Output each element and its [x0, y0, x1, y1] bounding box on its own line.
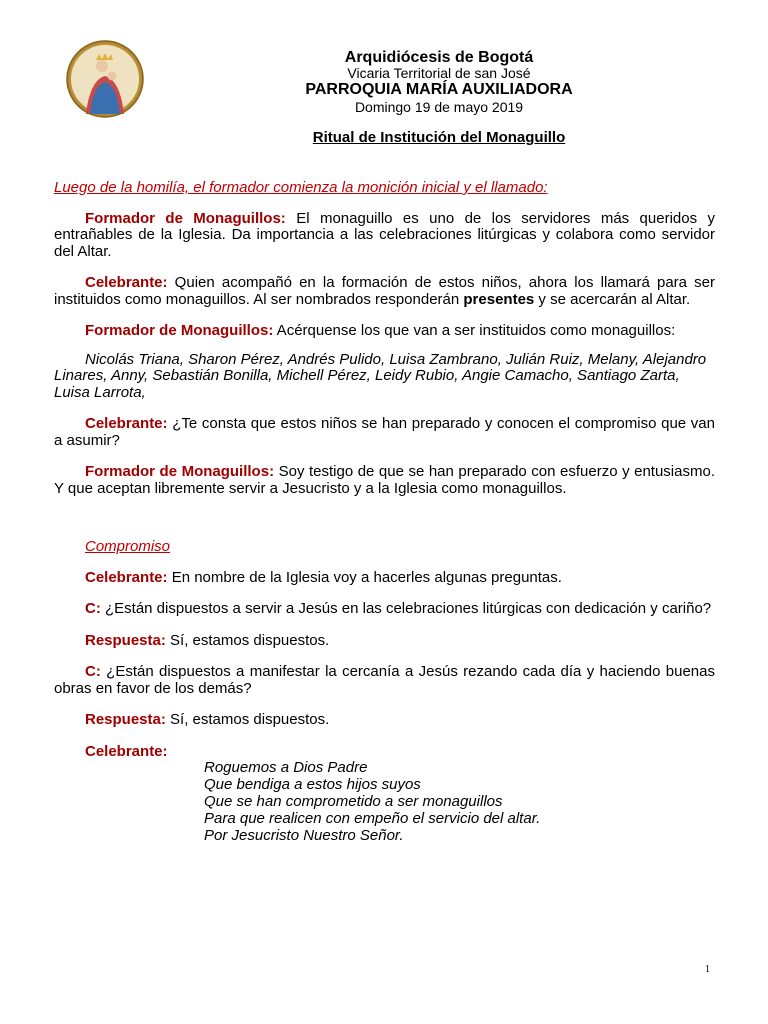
prayer-line: Que se han comprometido a ser monaguillos: [204, 793, 503, 810]
intro-instruction: Luego de la homilía, el formador comienza la monición inicial y el llamado:: [54, 179, 548, 196]
section-title-compromiso: Compromiso: [85, 538, 171, 555]
speaker-label: Celebrante:: [85, 415, 168, 432]
parish-name: PARROQUIA MARÍA AUXILIADORA: [305, 81, 573, 98]
paragraph: [54, 712, 715, 729]
speaker-label: Respuesta:: [85, 631, 166, 649]
document-header: [0, 49, 768, 146]
paragraph: [54, 275, 715, 308]
prayer-line: Por Jesucristo Nuestro Señor.: [204, 827, 404, 844]
paragraph-text: Sí, estamos dispuestos.: [165, 631, 330, 649]
paragraph-text: ¿Te consta que estos niños se han preparado y conocen el compromiso que van a asumir?: [54, 415, 715, 449]
speaker-label: C:: [85, 600, 101, 617]
page-number: 1: [705, 964, 710, 975]
document-body: [54, 180, 715, 844]
speaker-label: Celebrante:: [85, 568, 168, 586]
speaker-label: Formador de Monaguillos:: [85, 209, 286, 227]
paragraph: [54, 323, 715, 340]
prayer-line: Para que realicen con empeño el servicio del altar.: [204, 810, 541, 827]
speaker-label: Formador de Monaguillos:: [85, 463, 275, 480]
paragraph: [54, 416, 715, 449]
paragraph: [54, 211, 715, 261]
paragraph: [54, 464, 715, 497]
paragraph-text: Quien acompañó en la formación de estos niños, ahora los llamará para ser instituidos como monaguillos. Al ser nombrados responderán: [54, 274, 715, 308]
paragraph-text: Acérquense los que van a ser instituidos como monaguillos:: [273, 322, 676, 339]
document-date: Domingo 19 de mayo 2019: [354, 99, 524, 115]
bold-word: presentes: [463, 290, 535, 308]
paragraph: [54, 664, 715, 697]
prayer-block: [204, 759, 715, 844]
vicariate-name: Vicaria Territorial de san José: [347, 65, 531, 81]
prayer-line: Que bendiga a estos hijos suyos: [204, 776, 421, 793]
speaker-label: C:: [85, 663, 101, 680]
paragraph-text: Sí, estamos dispuestos.: [165, 711, 330, 728]
prayer-line: Roguemos a Dios Padre: [204, 759, 368, 776]
speaker-label: Celebrante:: [85, 742, 168, 760]
speaker-label: Respuesta:: [85, 711, 166, 728]
paragraph-text: y se acercarán al Altar.: [534, 290, 691, 308]
paragraph: [54, 744, 715, 761]
speaker-label: Celebrante:: [85, 274, 168, 291]
paragraph: [54, 601, 715, 618]
paragraph-text: ¿Están dispuestos a servir a Jesús en las celebraciones litúrgicas con dedicación y cariño?: [100, 600, 712, 617]
paragraph-text: En nombre de la Iglesia voy a hacerles algunas preguntas.: [167, 568, 562, 586]
document-title: Ritual de Institución del Monaguillo: [312, 129, 566, 146]
paragraph: [54, 633, 715, 650]
paragraph-text: ¿Están dispuestos a manifestar la cercanía a Jesús rezando cada día y haciendo buenas obras en favor de los demás?: [54, 663, 715, 697]
paragraph-text: El monaguillo es uno de los servidores más queridos y entrañables de la Iglesia. Da importancia a las celebraciones litúrgicas y colabora como servidor del Altar.: [54, 209, 715, 260]
paragraph-text: Soy testigo de que se han preparado con esfuerzo y entusiasmo. Y que aceptan libremente servir a Jesucristo y a la Iglesia como monaguillos.: [54, 463, 715, 497]
speaker-label: Formador de Monaguillos:: [85, 322, 274, 339]
paragraph: [54, 570, 715, 587]
names-list: Nicolás Triana, Sharon Pérez, Andrés Pulido, Luisa Zambrano, Julián Ruiz, Melany, Alejandro Linares, Anny, Sebastián Bonilla, Michell Pérez, Leidy Rubio, Angie Camacho, Santiago Zarta, Luisa Larrota,: [54, 350, 707, 401]
archdiocese-name: Arquidiócesis de Bogotá: [344, 49, 534, 66]
